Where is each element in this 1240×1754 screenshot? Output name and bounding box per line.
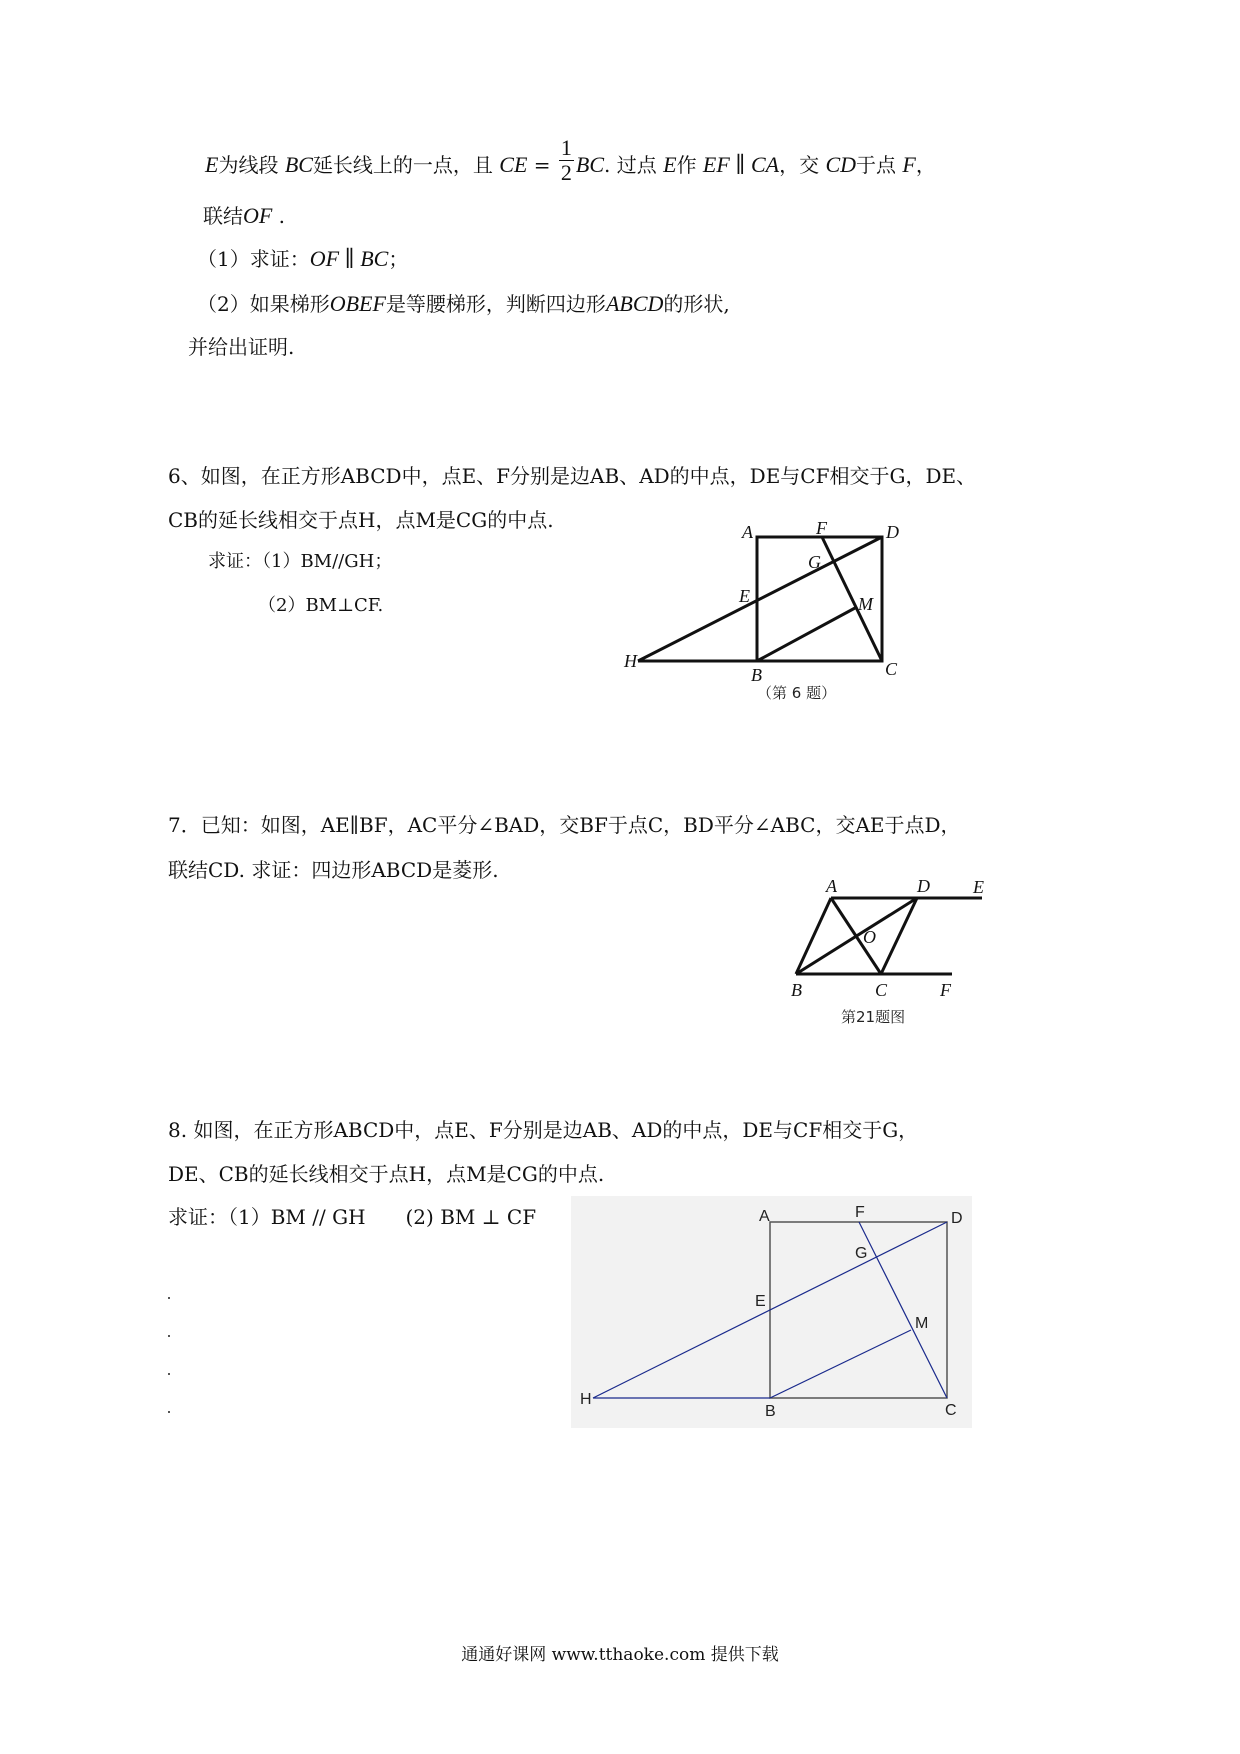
q6-line2: CB的延长线相交于点H，点M是CG的中点. — [168, 508, 554, 532]
q8-label-D: D — [951, 1210, 963, 1227]
q7-caption: 第21题图 — [841, 1008, 906, 1026]
q7-label-F: F — [940, 980, 951, 1000]
q6-proof2: （2）BM⊥CF. — [258, 595, 384, 616]
q8-panel — [571, 1196, 972, 1428]
q7-line1: 7．已知：如图，AE∥BF，AC平分∠BAD，交BF于点C，BD平分∠ABC，交AE于点D， — [168, 813, 961, 837]
q6-label-G: G — [808, 552, 821, 572]
q6-label-D: D — [886, 522, 899, 542]
q8-label-M: M — [915, 1315, 929, 1332]
q6-line1: 6、如图，在正方形ABCD中，点E、F分别是边AB、AD的中点，DE与CF相交于G，DE、 — [168, 464, 977, 488]
q6-proof1: 求证：（1）BM//GH； — [208, 551, 393, 572]
q8-label-E: E — [755, 1293, 766, 1310]
q7-label-O: O — [863, 927, 876, 947]
q6-label-C: C — [885, 659, 898, 679]
q7-label-E: E — [973, 877, 984, 897]
q7-label-A: A — [826, 876, 837, 896]
q8-label-F: F — [855, 1204, 865, 1221]
q5-line2: 联结OF . — [203, 203, 286, 228]
q8-label-H: H — [580, 1391, 592, 1408]
one-half-fraction: $\frac{1}{2}$ — [560, 135, 572, 186]
q7-label-D: D — [917, 876, 930, 896]
q6-label-B: B — [751, 665, 762, 685]
q7-label-C: C — [875, 980, 888, 1000]
q7-label-B: B — [791, 980, 802, 1000]
q6-label-M: M — [858, 594, 873, 614]
q8-label-C: C — [945, 1402, 957, 1419]
q5-part2: （2）如果梯形OBEF是等腰梯形，判断四边形ABCD的形状, — [197, 291, 730, 316]
q7-line2: 联结CD. 求证：四边形ABCD是菱形. — [168, 858, 499, 882]
q5-line1: E为线段 BC延长线上的一点，且 CE = $\frac{1}{2}$ BC. 过点 E作 EF ∥ CA，交 CD于点 F， — [205, 135, 936, 186]
q6-caption: （第 6 题） — [757, 684, 837, 702]
page-footer: 通通好课网 www.tthaoke.com 提供下载 — [461, 1645, 779, 1665]
q8-line2: DE、CB的延长线相交于点H，点M是CG的中点. — [168, 1162, 605, 1186]
q6-label-E: E — [739, 586, 750, 606]
q6-label-H: H — [624, 651, 637, 671]
q5-E: E — [205, 152, 219, 178]
q8-label-G: G — [855, 1245, 868, 1262]
q8-line1: 8. 如图，在正方形ABCD中，点E、F分别是边AB、AD的中点，DE与CF相交于G， — [168, 1118, 919, 1142]
q5-part1: （1）求证：OF ∥ BC； — [197, 246, 409, 271]
q8-proof: 求证：（1）BM // GH (2) BM ⊥ CF — [168, 1205, 537, 1229]
q6-label-F: F — [816, 518, 827, 538]
q5-part2-line2: 并给出证明. — [188, 335, 295, 359]
q8-label-A: A — [759, 1208, 770, 1225]
q6-label-A: A — [742, 522, 753, 542]
q8-label-B: B — [765, 1403, 776, 1420]
